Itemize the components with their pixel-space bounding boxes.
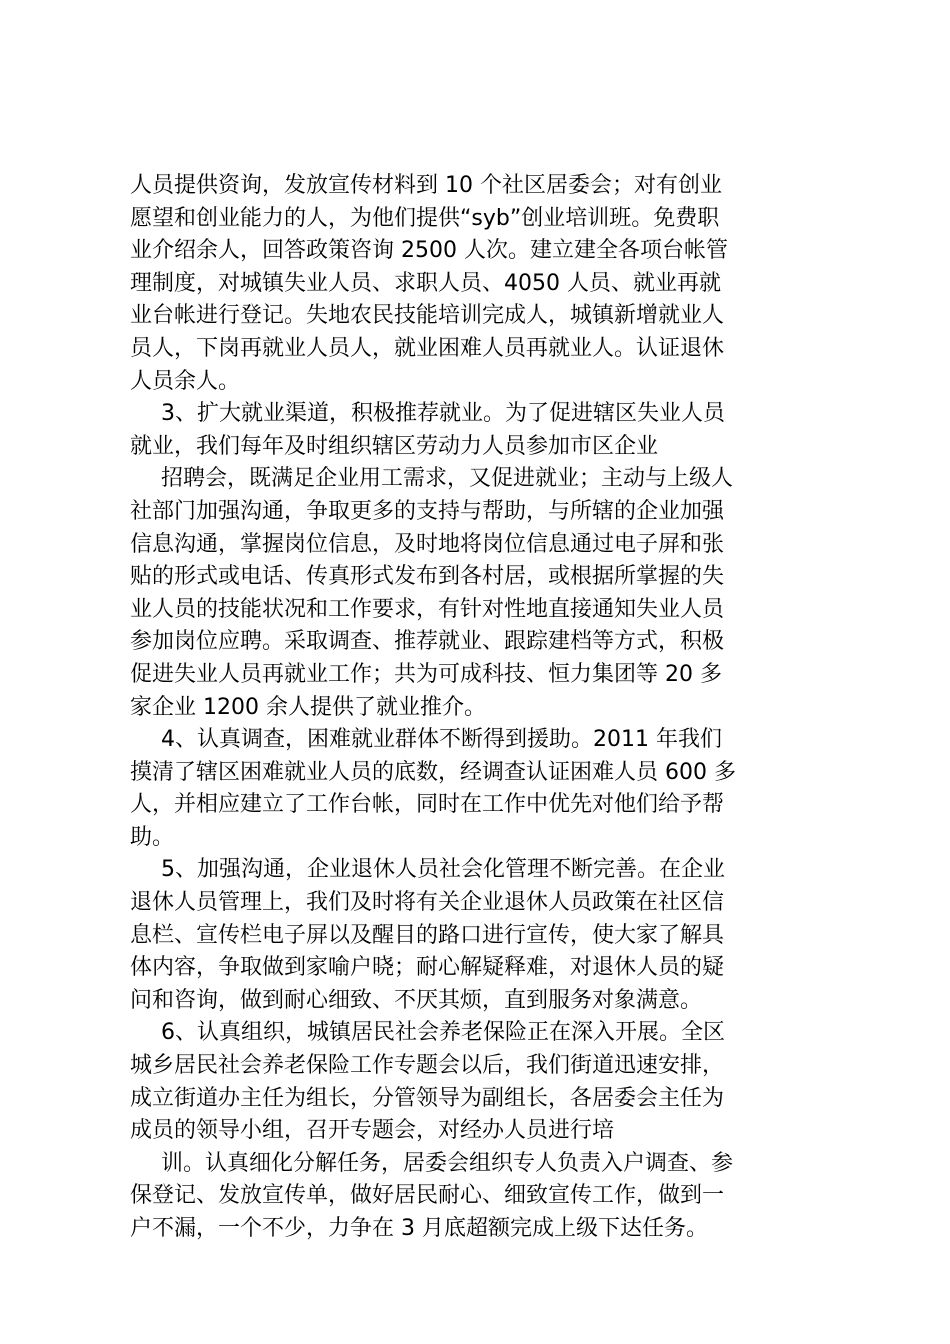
text-line: 4、认真调查，困难就业群体不断得到援助。2011 年我们 <box>161 727 722 753</box>
text-line: 人，并相应建立了工作台帐，同时在工作中优先对他们给予帮 <box>130 792 725 818</box>
text-line: 保登记、发放宣传单，做好居民耐心、细致宣传工作，做到一 <box>130 1183 725 1209</box>
document-body <box>130 170 830 1246</box>
text-line: 6、认真组织，城镇居民社会养老保险正在深入开展。全区 <box>161 1020 725 1046</box>
text-line: 人员提供资询，发放宣传材料到 10 个社区居委会；对有创业 <box>130 173 722 198</box>
text-line: 人员余人。 <box>130 368 241 394</box>
text-line: 退休人员管理上，我们及时将有关企业退休人员政策在社区信 <box>130 890 725 916</box>
text-line: 成员的领导小组，召开专题会，对经办人员进行培 <box>130 1118 615 1144</box>
text-line: 贴的形式或电话、传真形式发布到各村居，或根据所掌握的失 <box>130 564 725 590</box>
text-line: 参加岗位应聘。采取调查、推荐就业、跟踪建档等方式，积极 <box>130 629 725 655</box>
text-line: 户不漏，一个不少，力争在 3 月底超额完成上级下达任务。 <box>130 1216 708 1241</box>
text-line: 摸清了辖区困难就业人员的底数，经调查认证困难人员 600 多 <box>130 759 736 785</box>
text-line: 城乡居民社会养老保险工作专题会以后，我们街道迅速安排， <box>130 1053 725 1079</box>
text-line: 家企业 1200 余人提供了就业推介。 <box>130 694 486 720</box>
text-line: 员人，下岗再就业人员人，就业困难人员再就业人。认证退休 <box>130 335 725 361</box>
text-line: 愿望和创业能力的人，为他们提供“syb”创业培训班。免费职 <box>130 205 720 231</box>
text-line: 业台帐进行登记。失地农民技能培训完成人，城镇新增就业人 <box>130 303 725 329</box>
text-line: 训。认真细化分解任务，居委会组织专人负责入户调查、参 <box>161 1150 734 1176</box>
text-line: 5、加强沟通，企业退休人员社会化管理不断完善。在企业 <box>161 857 725 883</box>
text-line: 促进失业人员再就业工作；共为可成科技、恒力集团等 20 多 <box>130 661 722 687</box>
text-line: 业介绍余人，回答政策咨询 2500 人次。建立建全各项台帐管 <box>130 238 728 264</box>
text-line: 招聘会，既满足企业用工需求，又促进就业；主动与上级人 <box>161 466 734 492</box>
text-line: 3、扩大就业渠道，积极推荐就业。为了促进辖区失业人员 <box>161 401 725 427</box>
text-line: 信息沟通，掌握岗位信息，及时地将岗位信息通过电子屏和张 <box>130 531 725 557</box>
text-line: 就业，我们每年及时组织辖区劳动力人员参加市区企业 <box>130 433 659 459</box>
text-line: 成立街道办主任为组长，分管领导为副组长，各居委会主任为 <box>130 1085 725 1111</box>
text-line: 问和咨询，做到耐心细致、不厌其烦，直到服务对象满意。 <box>130 987 703 1013</box>
text-line: 业人员的技能状况和工作要求，有针对性地直接通知失业人员 <box>130 596 725 622</box>
text-line: 社部门加强沟通，争取更多的支持与帮助，与所辖的企业加强 <box>130 498 725 524</box>
text-line: 息栏、宣传栏电子屏以及醒目的路口进行宣传，使大家了解具 <box>130 922 725 948</box>
text-line: 助。 <box>130 824 175 850</box>
text-line: 体内容，争取做到家喻户晓；耐心解疑释难，对退休人员的疑 <box>130 955 725 981</box>
text-line: 理制度，对城镇失业人员、求职人员、4050 人员、就业再就 <box>130 270 721 296</box>
